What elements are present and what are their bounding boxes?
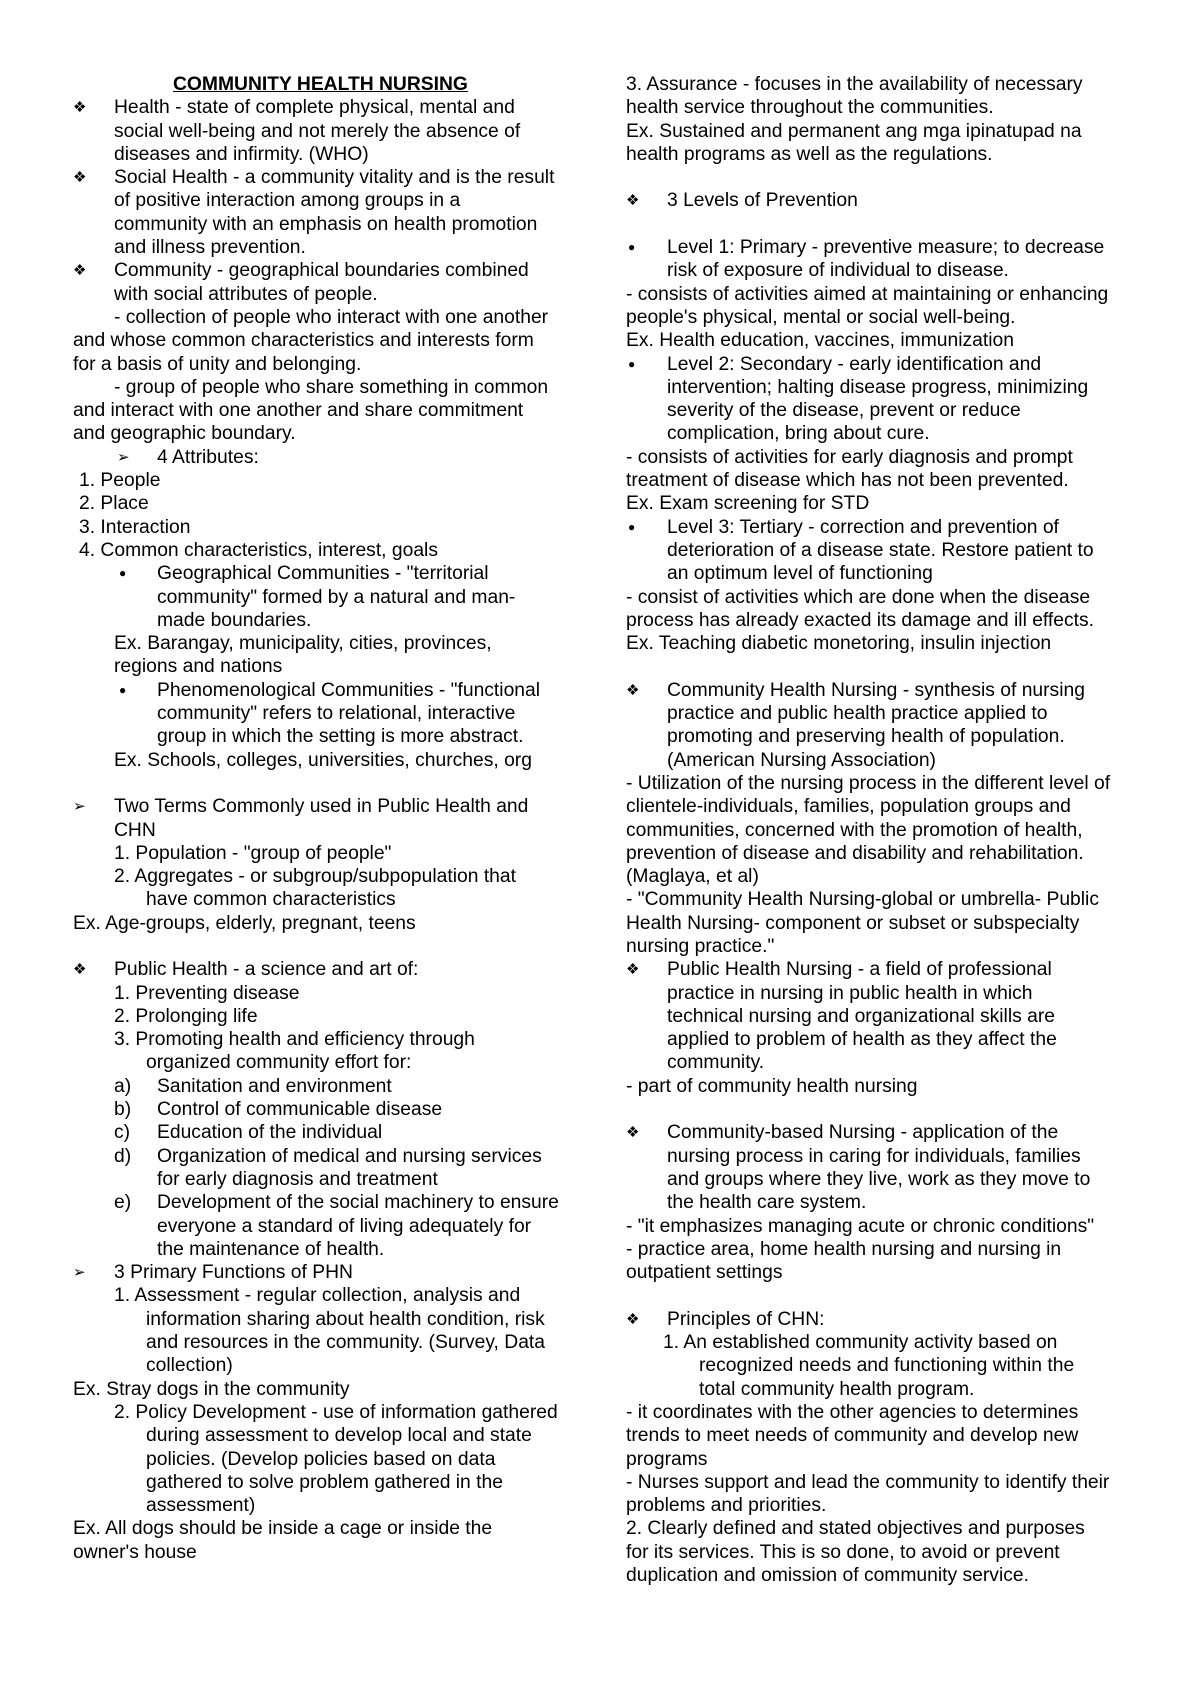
text-line	[73, 120, 593, 143]
text-line	[73, 679, 593, 702]
text-line	[626, 1331, 1146, 1354]
text-line	[626, 1191, 1146, 1214]
line-text: trends to meet needs of community and develop new	[626, 1425, 1079, 1447]
blank-line	[626, 1284, 1146, 1307]
text-line	[73, 1051, 593, 1074]
line-text: Community Health Nursing - synthesis of nursing	[667, 679, 1085, 701]
text-line	[626, 1564, 1146, 1587]
line-text: community" refers to relational, interactive	[157, 703, 516, 725]
text-line	[626, 1354, 1146, 1377]
list-letter: e)	[114, 1192, 132, 1214]
text-line	[626, 1424, 1146, 1447]
line-text: - Nurses support and lead the community to identify their	[626, 1471, 1110, 1493]
line-text: Ex. Barangay, municipality, cities, provinces,	[114, 633, 492, 655]
text-line	[626, 772, 1146, 795]
blank-line	[626, 655, 1146, 678]
line-text: Ex. Age-groups, elderly, pregnant, teens	[73, 912, 416, 934]
line-text: information sharing about health condition, risk	[146, 1308, 545, 1330]
text-line	[626, 1145, 1146, 1168]
text-line	[73, 655, 593, 678]
line-text: Community - geographical boundaries combined	[114, 260, 529, 282]
text-line	[73, 1191, 593, 1214]
text-line	[626, 1401, 1146, 1424]
line-text: 4. Common characteristics, interest, goals	[79, 539, 438, 561]
text-line	[73, 702, 593, 725]
line-text: Control of communicable disease	[157, 1099, 443, 1121]
line-text: organized community effort for:	[146, 1052, 412, 1074]
line-text: - consists of activities aimed at maintaining or enhancing	[626, 283, 1109, 305]
line-text: (Maglaya, et al)	[626, 866, 759, 888]
line-text: - group of people who share something in common	[114, 376, 549, 398]
text-line	[73, 749, 593, 772]
line-text: and illness prevention.	[114, 237, 306, 259]
line-text: Level 3: Tertiary - correction and prevention of	[667, 516, 1059, 538]
text-line	[73, 1261, 593, 1284]
text-line	[73, 422, 593, 445]
text-line	[73, 888, 593, 911]
text-line	[626, 399, 1146, 422]
line-text: group in which the setting is more abstract.	[157, 726, 524, 748]
line-text: and groups where they live, work as they move to	[667, 1168, 1091, 1190]
text-line	[626, 1471, 1146, 1494]
text-line	[73, 399, 593, 422]
text-line	[626, 306, 1146, 329]
line-text: Principles of CHN:	[667, 1308, 825, 1330]
line-text: 1. Assessment - regular collection, analysis and	[114, 1285, 521, 1307]
line-text: collection)	[146, 1355, 233, 1377]
blank-line	[73, 935, 593, 958]
text-line	[626, 1075, 1146, 1098]
line-text: gathered to solve problem gathered in the	[146, 1471, 503, 1493]
text-line	[73, 96, 593, 119]
line-text: Health Nursing- component or subset or subspecialty	[626, 912, 1080, 934]
diamond-bullet-icon: ❖	[73, 262, 87, 280]
text-line	[73, 283, 593, 306]
arrow-bullet-icon: ➢	[73, 1264, 86, 1282]
line-text: of positive interaction among groups in a	[114, 190, 461, 212]
line-text: an optimum level of functioning	[667, 563, 933, 585]
line-text: - "Community Health Nursing-global or umbrella- Public	[626, 889, 1099, 911]
line-text: social well-being and not merely the absence of	[114, 120, 521, 142]
line-text: total community health program.	[699, 1378, 975, 1400]
text-line	[73, 609, 593, 632]
line-text: Public Health Nursing - a field of professional	[667, 959, 1052, 981]
text-line	[626, 749, 1146, 772]
text-line	[626, 1448, 1146, 1471]
line-text: 3. Assurance - focuses in the availability of necessary	[626, 74, 1083, 95]
line-text: Community-based Nursing - application of the	[667, 1122, 1059, 1144]
text-line	[73, 1378, 593, 1401]
line-text: regions and nations	[114, 656, 283, 678]
text-line	[73, 306, 593, 329]
blank-line	[626, 166, 1146, 189]
line-text: have common characteristics	[146, 889, 396, 911]
line-text: community.	[667, 1052, 765, 1074]
line-text: with social attributes of people.	[114, 283, 378, 305]
text-line	[73, 865, 593, 888]
text-line	[73, 1168, 593, 1191]
text-line	[626, 1028, 1146, 1051]
text-line	[626, 586, 1146, 609]
text-line	[626, 679, 1146, 702]
text-line	[73, 166, 593, 189]
page-title: COMMUNITY HEALTH NURSING	[173, 74, 468, 95]
text-line	[73, 1448, 593, 1471]
line-text: health programs as well as the regulations.	[626, 143, 993, 165]
text-line	[626, 1121, 1146, 1144]
blank-line	[626, 213, 1146, 236]
text-line	[73, 1121, 593, 1144]
line-text: problems and priorities.	[626, 1495, 827, 1517]
text-line	[626, 539, 1146, 562]
line-text: - consists of activities for early diagnosis and prompt	[626, 446, 1073, 468]
line-text: - "it emphasizes managing acute or chronic conditions"	[626, 1215, 1095, 1237]
diamond-bullet-icon: ❖	[626, 1310, 640, 1328]
blank-line	[73, 772, 593, 795]
text-line	[73, 842, 593, 865]
list-letter: c)	[114, 1122, 131, 1144]
text-line	[626, 912, 1146, 935]
line-text: Sanitation and environment	[157, 1075, 392, 1097]
line-text: technical nursing and organizational skills are	[667, 1005, 1055, 1027]
text-line	[73, 492, 593, 515]
text-line	[73, 1215, 593, 1238]
list-letter: a)	[114, 1075, 132, 1097]
line-text: programs	[626, 1448, 708, 1470]
line-text: people's physical, mental or social well-being.	[626, 306, 1016, 328]
text-line	[626, 1541, 1146, 1564]
line-text: and whose common characteristics and interests form	[73, 330, 534, 352]
line-text: 2. Aggregates - or subgroup/subpopulation that	[114, 866, 516, 888]
text-line	[626, 1517, 1146, 1540]
line-text: Phenomenological Communities - "functional	[157, 679, 541, 701]
text-line	[73, 213, 593, 236]
text-line	[626, 446, 1146, 469]
text-line	[73, 1541, 593, 1564]
line-text: 1. Preventing disease	[114, 982, 300, 1004]
line-text: 3 Primary Functions of PHN	[114, 1262, 353, 1284]
line-text: communities, concerned with the promotion of health,	[626, 819, 1083, 841]
text-line	[626, 609, 1146, 632]
text-line	[73, 912, 593, 935]
line-text: community with an emphasis on health promotion	[114, 213, 538, 235]
dot-bullet-icon: ●	[628, 240, 636, 255]
right-column	[626, 73, 1146, 1587]
text-line	[626, 96, 1146, 119]
text-line	[626, 795, 1146, 818]
line-text: recognized needs and functioning within the	[699, 1355, 1075, 1377]
line-text: Ex. Exam screening for STD	[626, 493, 870, 515]
line-text: for its services. This is so done, to avoid or prevent	[626, 1541, 1060, 1563]
line-text: made boundaries.	[157, 609, 312, 631]
text-line	[73, 586, 593, 609]
text-line	[73, 469, 593, 492]
line-text: Level 1: Primary - preventive measure; to decrease	[667, 237, 1105, 259]
text-line	[73, 562, 593, 585]
text-line	[626, 259, 1146, 282]
text-line	[626, 1168, 1146, 1191]
line-text: 1. People	[79, 470, 161, 492]
line-text: Education of the individual	[157, 1122, 383, 1144]
text-line	[626, 1308, 1146, 1331]
text-line	[626, 632, 1146, 655]
diamond-bullet-icon: ❖	[73, 169, 87, 187]
diamond-bullet-icon: ❖	[626, 961, 640, 979]
text-line	[73, 1145, 593, 1168]
line-text: the health care system.	[667, 1192, 867, 1214]
line-text: risk of exposure of individual to disease.	[667, 260, 1009, 282]
dot-bullet-icon: ●	[628, 356, 636, 371]
line-text: health service throughout the communities.	[626, 97, 994, 119]
text-line	[626, 842, 1146, 865]
line-text: 4 Attributes:	[157, 446, 259, 468]
line-text: - practice area, home health nursing and nursing in	[626, 1238, 1062, 1260]
text-line	[73, 1005, 593, 1028]
text-line	[73, 376, 593, 399]
text-line	[73, 1517, 593, 1540]
line-text: - consist of activities which are done when the disease	[626, 586, 1091, 608]
diamond-bullet-icon: ❖	[626, 681, 640, 699]
text-line	[626, 189, 1146, 212]
text-line	[626, 702, 1146, 725]
text-line	[626, 469, 1146, 492]
line-text: practice in nursing in public health in which	[667, 982, 1033, 1004]
line-text: practice and public health practice applied to	[667, 703, 1048, 725]
text-line	[73, 1238, 593, 1261]
line-text: Social Health - a community vitality and is the result	[114, 167, 555, 189]
text-line	[73, 143, 593, 166]
line-text: 1. Population - "group of people"	[114, 842, 392, 864]
line-text: - Utilization of the nursing process in the different level of	[626, 772, 1111, 794]
line-text: process has already exacted its damage and ill effects.	[626, 609, 1095, 631]
diamond-bullet-icon: ❖	[73, 961, 87, 979]
text-line	[626, 353, 1146, 376]
diamond-bullet-icon: ❖	[626, 1124, 640, 1142]
text-line	[626, 236, 1146, 259]
line-text: Development of the social machinery to ensure	[157, 1192, 559, 1214]
text-line	[73, 329, 593, 352]
line-text: for early diagnosis and treatment	[157, 1168, 438, 1190]
line-text: owner's house	[73, 1541, 197, 1563]
text-line	[626, 492, 1146, 515]
line-text: deterioration of a disease state. Restore patient to	[667, 539, 1094, 561]
left-column	[73, 73, 593, 1564]
line-text: Two Terms Commonly used in Public Health and	[114, 796, 529, 818]
text-line	[73, 632, 593, 655]
line-text: - part of community health nursing	[626, 1075, 918, 1097]
line-text: Health - state of complete physical, mental and	[114, 97, 515, 119]
line-text: 2. Prolonging life	[114, 1005, 258, 1027]
line-text: applied to problem of health as they affect the	[667, 1029, 1057, 1051]
line-text: outpatient settings	[626, 1262, 783, 1284]
line-text: Ex. Sustained and permanent ang mga ipinatupad na	[626, 120, 1082, 142]
line-text: severity of the disease, prevent or reduce	[667, 400, 1021, 422]
line-text: policies. (Develop policies based on data	[146, 1448, 496, 1470]
text-line	[73, 1308, 593, 1331]
line-text: 3. Interaction	[79, 516, 191, 538]
text-line	[73, 1098, 593, 1121]
line-text: nursing practice."	[626, 935, 775, 957]
line-text: 2. Policy Development - use of information gathered	[114, 1401, 558, 1423]
text-line	[626, 120, 1146, 143]
text-line	[73, 353, 593, 376]
line-text: assessment)	[146, 1495, 256, 1517]
line-text: nursing process in caring for individuals, families	[667, 1145, 1081, 1167]
text-line	[626, 819, 1146, 842]
line-text: Level 2: Secondary - early identification and	[667, 353, 1042, 375]
text-line	[73, 725, 593, 748]
line-text: and geographic boundary.	[73, 423, 296, 445]
line-text: community" formed by a natural and man-	[157, 586, 516, 608]
line-text: Ex. Teaching diabetic monetoring, insulin injection	[626, 633, 1052, 655]
line-text: prevention of disease and disability and rehabilitation.	[626, 842, 1084, 864]
text-line	[73, 516, 593, 539]
text-line	[626, 725, 1146, 748]
line-text: intervention; halting disease progress, minimizing	[667, 376, 1089, 398]
text-line	[626, 329, 1146, 352]
diamond-bullet-icon: ❖	[73, 99, 87, 117]
text-line	[626, 143, 1146, 166]
line-text: Ex. All dogs should be inside a cage or inside the	[73, 1518, 493, 1540]
text-line	[626, 422, 1146, 445]
line-text: Ex. Health education, vaccines, immunization	[626, 330, 1014, 352]
arrow-bullet-icon: ➢	[117, 448, 130, 466]
text-line	[626, 982, 1146, 1005]
text-line	[626, 1378, 1146, 1401]
text-line	[73, 1494, 593, 1517]
line-text: 2. Place	[79, 493, 149, 515]
line-text: - collection of people who interact with one another	[114, 306, 549, 328]
text-line	[626, 73, 1146, 96]
text-line	[626, 376, 1146, 399]
list-letter: b)	[114, 1099, 132, 1121]
list-letter: d)	[114, 1145, 132, 1167]
text-line	[73, 539, 593, 562]
text-line	[626, 1215, 1146, 1238]
dot-bullet-icon: ●	[119, 682, 127, 697]
line-text: Geographical Communities - "territorial	[157, 563, 489, 585]
text-line	[626, 516, 1146, 539]
line-text: and interact with one another and share commitment	[73, 400, 524, 422]
line-text: - it coordinates with the other agencies to determines	[626, 1401, 1079, 1423]
text-line	[626, 888, 1146, 911]
text-line	[626, 1005, 1146, 1028]
line-text: 1. An established community activity based on	[663, 1332, 1058, 1354]
text-line	[626, 1494, 1146, 1517]
line-text: CHN	[114, 819, 156, 841]
line-text: 3. Promoting health and efficiency through	[114, 1029, 475, 1051]
text-line	[73, 1075, 593, 1098]
text-line	[626, 1051, 1146, 1074]
text-line	[73, 1424, 593, 1447]
line-text: everyone a standard of living adequately for	[157, 1215, 532, 1237]
line-text: Public Health - a science and art of:	[114, 959, 419, 981]
line-text: the maintenance of health.	[157, 1238, 385, 1260]
text-line	[626, 1238, 1146, 1261]
line-text: complication, bring about cure.	[667, 423, 930, 445]
line-text: clientele-individuals, families, population groups and	[626, 796, 1071, 818]
text-line	[626, 958, 1146, 981]
blank-line	[626, 1098, 1146, 1121]
text-line	[626, 283, 1146, 306]
line-text: promoting and preserving health of population.	[667, 726, 1065, 748]
text-line	[73, 1401, 593, 1424]
text-line	[626, 1261, 1146, 1284]
arrow-bullet-icon: ➢	[73, 798, 86, 816]
text-line	[73, 259, 593, 282]
dot-bullet-icon: ●	[119, 566, 127, 581]
line-text: 3 Levels of Prevention	[667, 190, 858, 212]
text-line	[73, 1331, 593, 1354]
text-line	[73, 1028, 593, 1051]
text-line	[73, 1284, 593, 1307]
text-line	[73, 982, 593, 1005]
text-line	[73, 189, 593, 212]
text-line	[626, 562, 1146, 585]
text-line	[73, 819, 593, 842]
text-line	[73, 236, 593, 259]
line-text: treatment of disease which has not been prevented.	[626, 470, 1069, 492]
line-text: and resources in the community. (Survey, Data	[146, 1332, 546, 1354]
line-text: for a basis of unity and belonging.	[73, 353, 362, 375]
line-text: (American Nursing Association)	[667, 749, 936, 771]
text-line	[73, 1354, 593, 1377]
text-line	[626, 935, 1146, 958]
text-line	[626, 865, 1146, 888]
text-line	[73, 446, 593, 469]
text-line	[73, 795, 593, 818]
dot-bullet-icon: ●	[628, 519, 636, 534]
text-line	[73, 1471, 593, 1494]
line-text: duplication and omission of community service.	[626, 1565, 1029, 1586]
line-text: during assessment to develop local and state	[146, 1425, 532, 1447]
line-text: Ex. Stray dogs in the community	[73, 1378, 350, 1400]
diamond-bullet-icon: ❖	[626, 192, 640, 210]
text-line	[73, 958, 593, 981]
line-text: 2. Clearly defined and stated objectives and purposes	[626, 1518, 1085, 1540]
line-text: Organization of medical and nursing services	[157, 1145, 542, 1167]
line-text: Ex. Schools, colleges, universities, churches, org	[114, 749, 532, 771]
line-text: diseases and infirmity. (WHO)	[114, 143, 369, 165]
